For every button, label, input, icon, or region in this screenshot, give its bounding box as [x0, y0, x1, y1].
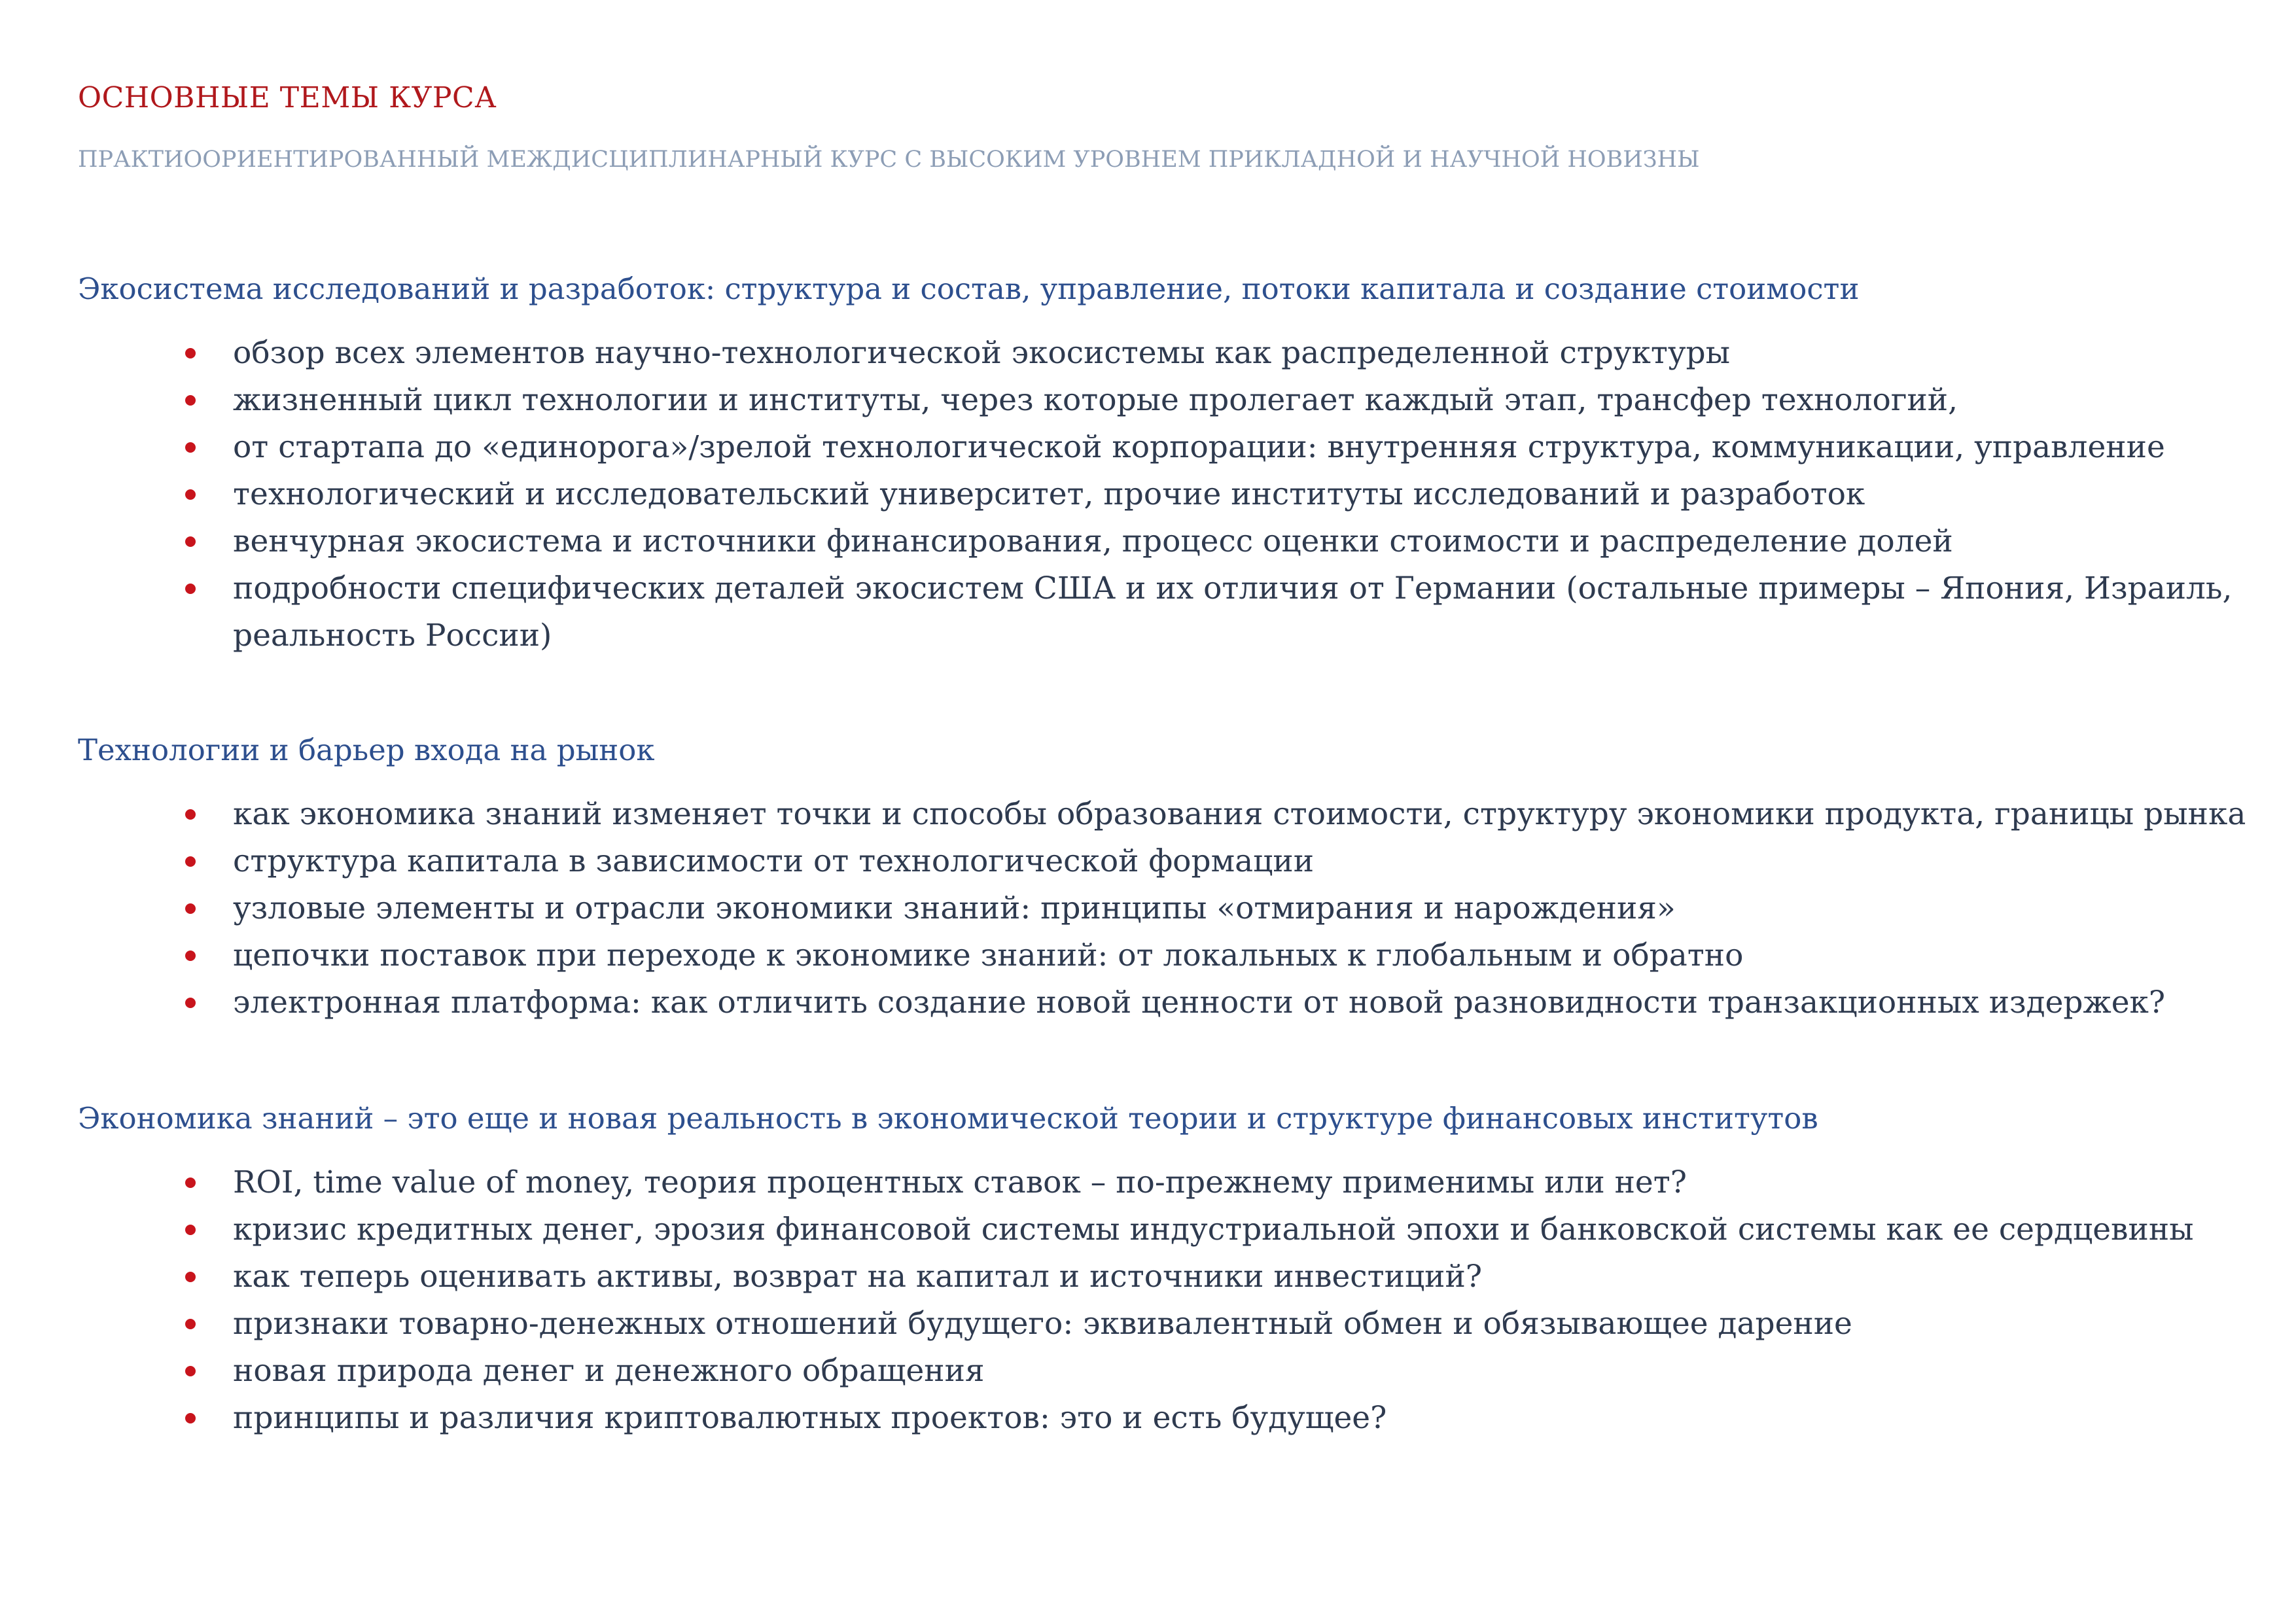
list-item	[78, 791, 2246, 838]
list-item-text: структура капитала в зависимости от технологической формации	[233, 843, 1315, 879]
list-item	[78, 1253, 2237, 1300]
list-item-text: ROI, time value of money, теория процентных ставок – по-прежнему применимы или нет?	[233, 1164, 1687, 1200]
section-knowledge-economy	[78, 1098, 2237, 1442]
list-item	[78, 1159, 2237, 1206]
bullet-list	[78, 791, 2246, 1026]
section-heading: Экономика знаний – это еще и новая реальность в экономической теории и структуре финансовых институтов	[78, 1101, 1818, 1136]
bullet-dot-icon	[185, 998, 196, 1008]
bullet-dot-icon	[185, 1272, 196, 1282]
bullet-dot-icon	[185, 856, 196, 867]
list-item	[78, 979, 2237, 1026]
list-item	[78, 471, 2237, 518]
bullet-dot-icon	[185, 395, 196, 406]
list-item	[78, 1206, 2237, 1253]
list-item-text: жизненный цикл технологии и институты, через которые пролегает каждый этап, трансфер технологий,	[233, 382, 1958, 418]
section-heading: Экосистема исследований и разработок: структура и состав, управление, потоки капитала и создание стоимости	[78, 271, 1860, 306]
page-title: ОСНОВНЫЕ ТЕМЫ КУРСА	[78, 81, 497, 114]
list-item-text: как теперь оценивать активы, возврат на капитал и источники инвестиций?	[233, 1259, 1483, 1295]
list-item-text: узловые элементы и отрасли экономики знаний: принципы «отмирания и нарождения»	[233, 890, 1676, 926]
list-item-text: новая природа денег и денежного обращения	[233, 1353, 985, 1389]
list-item-text: венчурная экосистема и источники финансирования, процесс оценки стоимости и распределение долей	[233, 523, 1953, 559]
page-subtitle: ПРАКТИООРИЕНТИРОВАННЫЙ МЕЖДИСЦИПЛИНАРНЫЙ КУРС С ВЫСОКИМ УРОВНЕМ ПРИКЛАДНОЙ И НАУЧНОЙ НОВИЗНЫ	[78, 147, 1700, 173]
bullet-dot-icon	[185, 1178, 196, 1188]
bullet-dot-icon	[185, 903, 196, 914]
section-heading: Технологии и барьер входа на рынок	[78, 733, 655, 767]
list-item	[78, 424, 2237, 471]
bullet-list	[78, 1159, 2237, 1442]
list-item-text: кризис кредитных денег, эрозия финансовой системы индустриальной эпохи и банковской системы как ее сердцевины	[233, 1212, 2194, 1248]
list-item-text: обзор всех элементов научно-технологической экосистемы как распределенной структуры	[233, 335, 1731, 371]
list-item	[78, 1348, 2237, 1395]
list-item	[78, 1395, 2237, 1442]
bullet-dot-icon	[185, 1366, 196, 1376]
bullet-dot-icon	[185, 1319, 196, 1329]
bullet-dot-icon	[185, 442, 196, 453]
bullet-dot-icon	[185, 809, 196, 820]
list-item	[78, 518, 2237, 565]
bullet-dot-icon	[185, 348, 196, 358]
section-ecosystem	[78, 268, 2237, 659]
section-technology-barrier	[78, 729, 2246, 1026]
bullet-dot-icon	[185, 1413, 196, 1423]
list-item-text: цепочки поставок при переходе к экономике знаний: от локальных к глобальным и обратно	[233, 937, 1744, 973]
list-item	[78, 1300, 2237, 1348]
bullet-dot-icon	[185, 536, 196, 547]
list-item-text: подробности специфических деталей экосистем США и их отличия от Германии (остальные примеры – Япония, Израиль, реальность России)	[233, 570, 2233, 654]
list-item-text: как экономика знаний изменяет точки и способы образования стоимости, структуру экономики продукта, границы рынка	[233, 796, 2246, 832]
list-item-text: принципы и различия криптовалютных проектов: это и есть будущее?	[233, 1400, 1387, 1436]
list-item	[78, 377, 2237, 424]
list-item-text: технологический и исследовательский университет, прочие институты исследований и разработок	[233, 476, 1865, 512]
bullet-list	[78, 330, 2237, 659]
list-item	[78, 330, 2237, 377]
bullet-dot-icon	[185, 951, 196, 961]
list-item-text: от стартапа до «единорога»/зрелой технологической корпорации: внутренняя структура, коммуникации, управление	[233, 429, 2165, 465]
list-item	[78, 932, 2237, 979]
list-item-text: электронная платформа: как отличить создание новой ценности от новой разновидности транзакционных издержек?	[233, 985, 2166, 1021]
list-item	[78, 565, 2294, 659]
bullet-dot-icon	[185, 489, 196, 500]
bullet-dot-icon	[185, 1225, 196, 1235]
list-item	[78, 885, 2237, 932]
list-item-text: признаки товарно-денежных отношений будущего: эквивалентный обмен и обязывающее дарение	[233, 1306, 1852, 1342]
bullet-dot-icon	[185, 584, 196, 594]
list-item	[78, 838, 2237, 885]
